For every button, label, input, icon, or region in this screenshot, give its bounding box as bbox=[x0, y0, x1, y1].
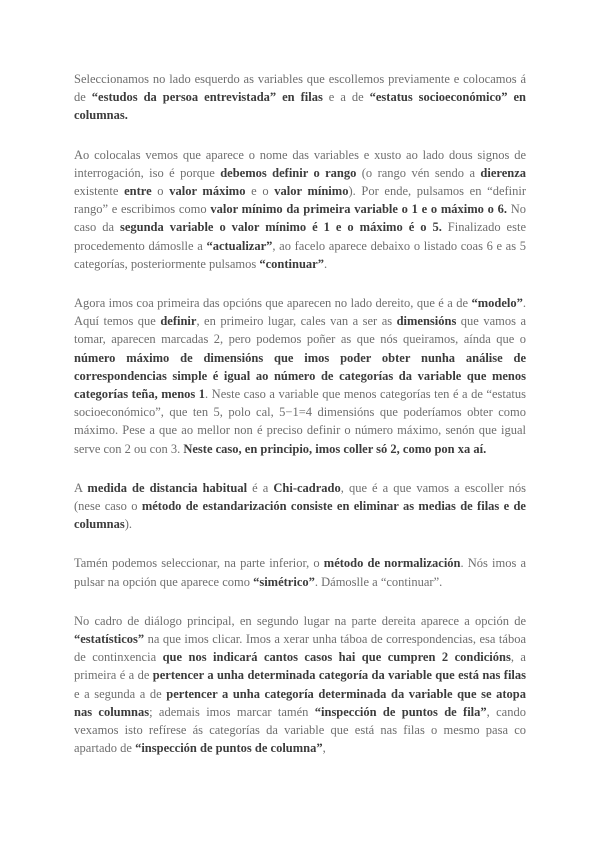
paragraph-2 bbox=[74, 146, 526, 273]
bold-text: “estatísticos” bbox=[74, 632, 145, 647]
text: Finalizado este procedemento dámoslle a bbox=[74, 220, 526, 253]
bold-text: “modelo” bbox=[471, 296, 523, 311]
text: A bbox=[74, 480, 88, 495]
text: . Neste caso a variable que menos categorías ten é a de “estatus socioeconómico”, que ten 5, polo cal, 5−1=4 dimensións que poderíamos obter como máximo. Pese a que ao mellor non é preciso definir o número máximo, senón que igual serve con 2 ou con 3. bbox=[74, 387, 526, 456]
bold-text: “inspección de puntos de fila” bbox=[314, 704, 487, 719]
bold-text: pertencer a unha determinada categoría da variable que está nas filas bbox=[152, 668, 527, 683]
bold-text: método de estandarización consiste en eliminar as medias de filas e de columnas bbox=[74, 499, 526, 532]
text: existente bbox=[74, 184, 125, 199]
paragraph-1 bbox=[74, 70, 526, 125]
bold-text: valor mínimo da primeira variable o 1 e o máximo o 6. bbox=[210, 202, 508, 217]
text: Ao colocalas vemos que aparece o nome das variables e xusto ao lado dous signos de interrogación, iso é porque bbox=[74, 147, 526, 180]
bold-text: dierenza bbox=[480, 165, 527, 180]
bold-text: Neste caso, en principio, imos coller só 2, como pon xa aí. bbox=[183, 441, 487, 456]
text: Seleccionamos no lado esquerdo as variables que escollemos previamente e colocamos á de bbox=[74, 72, 526, 105]
paragraph-4 bbox=[74, 479, 526, 534]
text: (o rango vén sendo a bbox=[356, 165, 481, 180]
bold-text: método de normalización bbox=[323, 556, 461, 571]
paragraph-3 bbox=[74, 294, 526, 458]
text: , bbox=[322, 741, 326, 756]
bold-text: valor mínimo bbox=[274, 184, 349, 199]
bold-text: “estatus socioeconómico” en columnas. bbox=[74, 90, 526, 123]
bold-text: definir bbox=[160, 314, 197, 329]
bold-text: “continuar” bbox=[259, 256, 324, 271]
text: e a de bbox=[322, 90, 370, 105]
text: . Aquí temos que bbox=[74, 296, 526, 329]
bold-text: número máximo de dimensións que imos poder obter nunha análise de correspondencias simple é igual ao número de categorías da variable que menos categorías teña, menos 1 bbox=[74, 350, 526, 402]
text: Agora imos coa primeira das opcións que aparecen no lado dereito, que é a de bbox=[74, 296, 472, 311]
text: e a segunda a de bbox=[74, 686, 167, 701]
bold-text: que nos indicará cantos casos hai que cumpren 2 condicións bbox=[162, 650, 511, 665]
text: , a primeira é a de bbox=[74, 650, 526, 683]
bold-text: “estudos da persoa entrevistada” en filas bbox=[91, 90, 323, 105]
text: na que imos clicar. Imos a xerar unha táboa de correspondencias, esa táboa de continxencia bbox=[74, 632, 526, 665]
bold-text: “actualizar” bbox=[206, 238, 273, 253]
text: ). Por ende, pulsamos en “definir rango” e escribimos como bbox=[74, 184, 527, 217]
text: , en primeiro lugar, cales van a ser as bbox=[196, 314, 397, 329]
text: No caso da bbox=[74, 202, 527, 235]
text: Tamén podemos seleccionar, na parte inferior, o bbox=[74, 556, 324, 571]
bold-text: “simétrico” bbox=[253, 574, 315, 589]
text: é a bbox=[247, 480, 274, 495]
bold-text: pertencer a unha categoría determinada da variable que se atopa nas columnas bbox=[74, 686, 526, 719]
text: . Dámoslle a “continuar”. bbox=[314, 574, 443, 589]
text: , cando vexamos isto refírese ás categorías da variable que está nas filas o mesmo pasa co apartado de bbox=[74, 704, 526, 756]
text: , que é a que vamos a escoller nós (nese caso o bbox=[74, 480, 526, 514]
text: , ao facelo aparece debaixo o listado coas 6 e as 5 categorías, posteriormente pulsamos bbox=[74, 238, 526, 271]
document-body bbox=[74, 70, 526, 779]
bold-text: “inspección de puntos de columna” bbox=[135, 741, 323, 756]
paragraph-5 bbox=[74, 554, 526, 590]
text: que vamos a tomar, aparecen marcadas 2, pero podemos poñer as que nós queiramos, aínda que o bbox=[74, 314, 526, 347]
bold-text: valor máximo bbox=[169, 184, 246, 199]
bold-text: entre bbox=[124, 184, 152, 199]
bold-text: medida de distancia habitual bbox=[87, 480, 248, 495]
text: ). bbox=[124, 517, 132, 532]
text: ; ademais imos marcar tamén bbox=[149, 704, 315, 719]
text: . Nós imos a pulsar na opción que aparece como bbox=[74, 556, 526, 589]
bold-text: dimensións bbox=[396, 314, 457, 329]
text: o bbox=[151, 184, 170, 199]
text: No cadro de diálogo principal, en segundo lugar na parte dereita aparece a opción de bbox=[74, 613, 526, 628]
text: . bbox=[323, 256, 328, 271]
text: e o bbox=[245, 184, 275, 199]
bold-text: Chi-cadrado bbox=[273, 480, 341, 495]
paragraph-6 bbox=[74, 612, 526, 758]
bold-text: debemos definir o rango bbox=[220, 165, 357, 180]
bold-text: segunda variable o valor mínimo é 1 e o máximo é o 5. bbox=[119, 220, 442, 235]
